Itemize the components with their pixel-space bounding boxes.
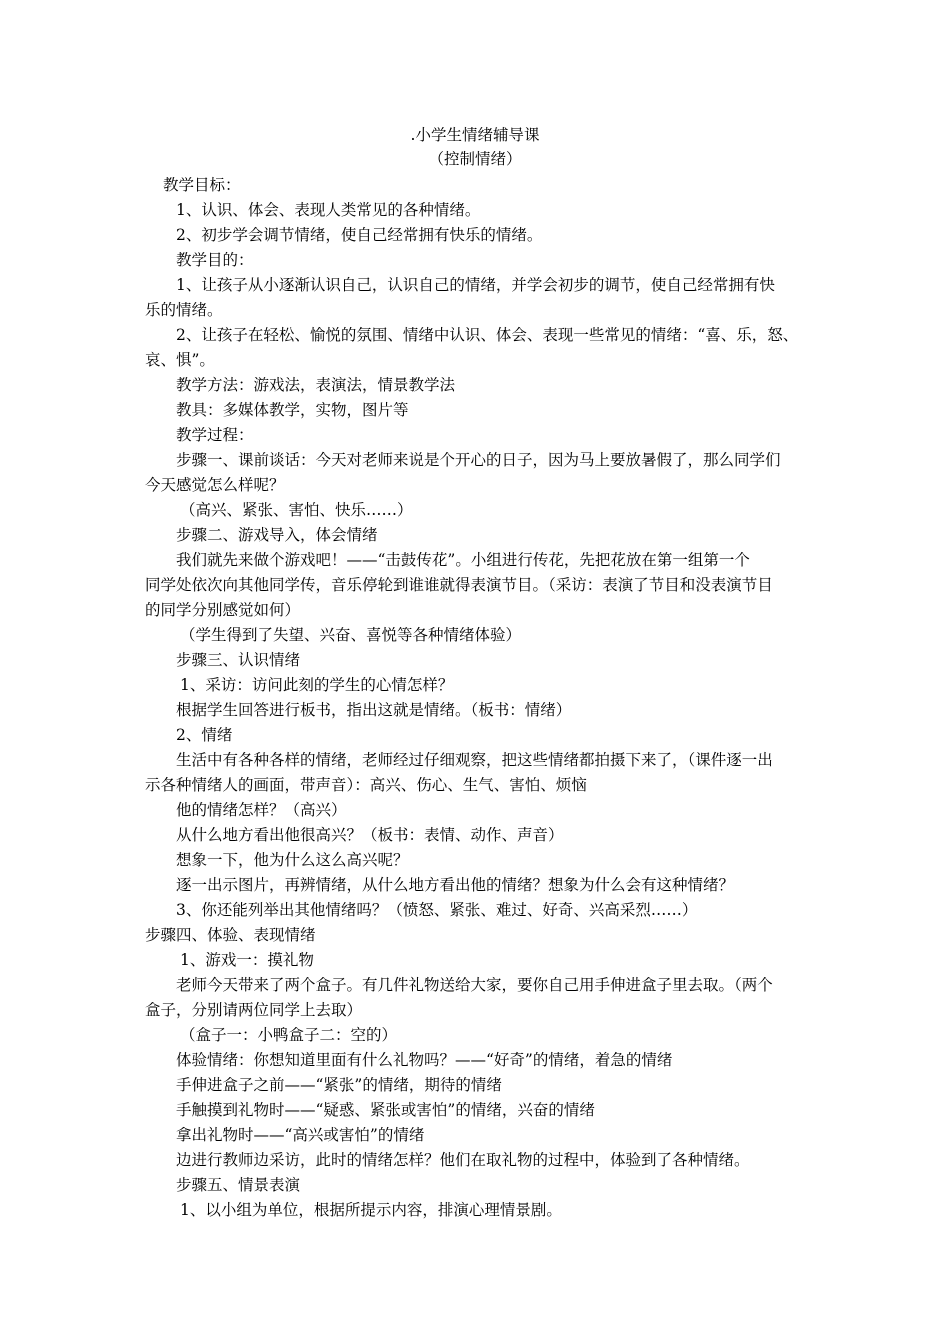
text-line: 从什么地方看出他很高兴？（板书：表情、动作、声音） xyxy=(176,826,564,844)
text-line: 我们就先来做个游戏吧！——“击鼓传花”。小组进行传花，先把花放在第一组第一个 xyxy=(176,551,750,569)
text-line: 步骤三、认识情绪 xyxy=(176,651,301,669)
text-line: 老师今天带来了两个盒子。有几件礼物送给大家，要你自己用手伸进盒子里去取。（两个 xyxy=(176,976,773,994)
text-line: 教具：多媒体教学，实物，图片等 xyxy=(176,401,409,419)
text-line: 步骤二、游戏导入，体会情绪 xyxy=(176,526,378,544)
text-line: 教学方法：游戏法，表演法，情景教学法 xyxy=(176,376,456,394)
text-line: 手伸进盒子之前——“紧张”的情绪，期待的情绪 xyxy=(176,1076,502,1094)
text-line: 步骤五、情景表演 xyxy=(176,1176,301,1194)
text-line: 根据学生回答进行板书，指出这就是情绪。（板书：情绪） xyxy=(176,701,572,719)
text-line: 1、让孩子从小逐渐认识自己，认识自己的情绪，并学会初步的调节，使自己经常拥有快 xyxy=(176,276,775,294)
text-line: 生活中有各种各样的情绪，老师经过仔细观察，把这些情绪都拍摄下来了，（课件逐一出 xyxy=(176,751,773,769)
text-line: 教学过程： xyxy=(176,426,254,444)
document-title: .小学生情绪辅导课 xyxy=(410,126,540,144)
text-line: 教学目的： xyxy=(176,251,254,269)
text-line: 1、认识、体会、表现人类常见的各种情绪。 xyxy=(176,201,481,219)
text-line: 逐一出示图片，再辨情绪，从什么地方看出他的情绪？想象为什么会有这种情绪？ xyxy=(176,876,735,894)
text-line: 步骤一、课前谈话：今天对老师来说是个开心的日子，因为马上要放暑假了，那么同学们 xyxy=(176,451,781,469)
text-line: 盒子，分别请两位同学上去取） xyxy=(145,1001,363,1019)
text-line: 乐的情绪。 xyxy=(145,301,223,319)
text-line: 2、情绪 xyxy=(176,726,233,744)
text-line: 步骤四、体验、表现情绪 xyxy=(145,926,316,944)
document-subtitle: （控制情绪） xyxy=(428,150,522,168)
text-line: 2、让孩子在轻松、愉悦的氛围、情绪中认识、体会、表现一些常见的情绪：“喜、乐，怒、 xyxy=(176,326,799,344)
text-line: 3、你还能列举出其他情绪吗？（愤怒、紧张、难过、好奇、兴高采烈……） xyxy=(176,901,698,919)
text-line: 拿出礼物时——“高兴或害怕”的情绪 xyxy=(176,1126,425,1144)
text-line: 手触摸到礼物时——“疑惑、紧张或害怕”的情绪，兴奋的情绪 xyxy=(176,1101,595,1119)
text-line: （高兴、紧张、害怕、快乐……） xyxy=(180,501,413,519)
text-line: 示各种情绪人的画面，带声音）：高兴、伤心、生气、害怕、烦恼 xyxy=(145,776,587,794)
text-line: 同学处依次向其他同学传，音乐停轮到谁谁就得表演节目。（采访：表演了节目和没表演节目 xyxy=(145,576,773,594)
text-line: 1、采访：访问此刻的学生的心情怎样？ xyxy=(180,676,454,694)
text-line: 想象一下，他为什么这么高兴呢？ xyxy=(176,851,409,869)
text-line: （盒子一：小鸭盒子二：空的） xyxy=(180,1026,398,1044)
text-line: 的同学分别感觉如何） xyxy=(145,601,301,619)
text-line: （学生得到了失望、兴奋、喜悦等各种情绪体验） xyxy=(180,626,522,644)
text-line: 体验情绪：你想知道里面有什么礼物吗？——“好奇”的情绪，着急的情绪 xyxy=(176,1051,673,1069)
text-line: 1、以小组为单位，根据所提示内容，排演心理情景剧。 xyxy=(180,1201,562,1219)
text-line: 1、游戏一：摸礼物 xyxy=(180,951,314,969)
text-line: 他的情绪怎样？（高兴） xyxy=(176,801,347,819)
text-line: 教学目标： xyxy=(163,176,241,194)
text-line: 边进行教师边采访，此时的情绪怎样？他们在取礼物的过程中，体验到了各种情绪。 xyxy=(176,1151,750,1169)
text-line: 今天感觉怎么样呢？ xyxy=(145,476,285,494)
text-line: 2、初步学会调节情绪，使自己经常拥有快乐的情绪。 xyxy=(176,226,543,244)
text-line: 哀、惧”。 xyxy=(145,351,215,369)
